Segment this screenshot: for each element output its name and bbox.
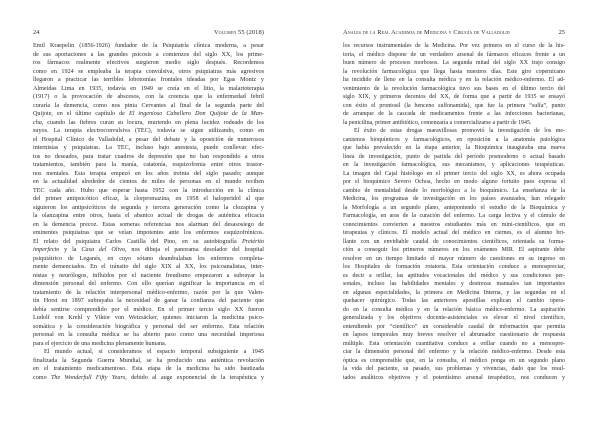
text-segment: , nos dibuja el panorama desolador del hospital [124, 247, 264, 253]
text-line: mente demenciados. En el tránsito del siglo XIX al XX, los psicoanalistas, inter- [33, 264, 264, 270]
text-line: en el tratamiento medicamentoso. Esta etapa de la medicina ha sido bautizada [33, 366, 264, 372]
text-line: de sus aportaciones a las grandes psicosis a comienzos del siglo XX, los prime- [33, 51, 264, 58]
text-line: suyos. La terapia electroconvulsiva (TEC), todavía se sigue utilizando, como en [33, 128, 264, 134]
text-line: línea de investigación, punto de partida del período posmoderno o actual basado [343, 153, 565, 160]
text-line: dimensión personal del enfermo. Con ello querían significar la importancia en el [33, 281, 264, 287]
text-line: es decir a orillar, las aptitudes vocacionales del médico y sus condiciones per- [343, 272, 565, 279]
text-line [33, 238, 264, 247]
text-line: la vida del paciente, su pasado, sus problemas y vivencias, dado que los resul- [343, 366, 565, 372]
text-line: entendiendo por “científico” un considerable caudal de información que permita [343, 323, 565, 330]
text-line: Ludolf von Krehl y Viktor von Weizsäcker, quienes iniciaron la medicina psico- [33, 315, 264, 321]
text-line: en la demencia precoz. Estas someras referencias nos alarman del desasosiego de [33, 221, 264, 228]
text-line: El mundo actual, si consideramos el espacio temporal subsiguiente a 1945 [44, 349, 264, 355]
body-text [343, 42, 565, 382]
text-line: resolver en un tiempo limitado el mayor número de cuestiones en su ingreso en [343, 255, 565, 262]
text-line: la revolución farmacológica que llega hasta nuestros días. Este giro copernicano [343, 68, 565, 75]
text-line: ciar la dimensión personal del enfermo y la relación médico-enfermo. Desde esta [343, 349, 565, 355]
text-line: siguieron los antipsicóticos de segunda y tercera generación como la clozapina y [33, 204, 264, 211]
text-line: terapeutas y clínicos. El modelo actual del médico en ciernes, es el alumno bri- [343, 230, 565, 236]
text-line: por el bioquímico Severo Ochoa, hecho en modo alguno fortuito pues expresa el [343, 179, 565, 185]
text-line [33, 110, 264, 119]
text-line: buen número de procesos morbosos. La segunda mitad del siglo XX trajo consigo [343, 60, 565, 66]
italic-title: Pretérito [242, 238, 264, 245]
page-number: 25 [558, 29, 565, 36]
paragraph [33, 42, 264, 348]
text-line: La imagen del Cajal histólogo en el primer tercio del siglo XX, es ahora ocupada [343, 170, 565, 177]
text-line: Almeidas Lima en 1935, todavía en 1949 se creía en el litio, la malarioterapia [33, 85, 264, 92]
text-line: tos no deseados, para tratar cuadros de depresión que no han respondido a otros [33, 153, 264, 160]
text-line: generalizada y los objetivos docente-asistenciales es elevar el nivel científico, [343, 315, 565, 321]
text-line: en lapsos temporales muy breves resolver el abrumador cuestionario de respuesta [343, 332, 565, 338]
text-line: quehacer quirúrgico. Todas las anteriores apostillas explican el cambio opera- [343, 298, 565, 304]
running-head: Anales de la Real Academia de Medicina y Cirugía de Valladolid [343, 29, 510, 36]
paragraph [343, 127, 565, 382]
text-segment: El relato del psiquiatra Carlos Castilla del Pino, en su autobiografía [33, 238, 243, 245]
text-line: Emil Kraepelin (1856-1926) fundador de la Psiquiatría clínica moderna, a pesar [33, 43, 264, 49]
text-line: curaría la demencia, como nos pinta Cervantes al final de la segunda parte del [33, 102, 264, 109]
text-line: toria, el médico dispone de un verdadero arsenal de fármacos eficaces frente a un [343, 51, 565, 58]
text-line: con éxito el prontosil (la benceno sulfonamida), que fue la primera “sulfa”, punto [343, 102, 565, 109]
text-segment: Quijote, en el último capítulo de [33, 111, 129, 117]
text-line: canismos bioquímicos y farmacológicos, en oposición a la anatomía patológica [343, 136, 565, 143]
text-line: eminentes psiquiatras que se veían impotentes ante los enfermos esquizofrénicos. [33, 230, 264, 236]
text-line: cambio de mentalidad desde lo morfológico a lo bioquímico. La enseñanza de la [343, 187, 565, 194]
text-line: ción a conseguir los primeros números en los exámenes MIR. El aspirante debe [343, 247, 565, 253]
text-line: como en 1924 se empleaba la terapia convulsiva, otros psiquiatras más agresivos [33, 68, 264, 75]
italic-title: imperfecto [33, 247, 60, 253]
text-line: venimiento de la revolución farmacológica tuvo sus bases en el último tercio del [343, 85, 565, 92]
text-line: la olanzapina entre otros, hasta el abanico actual de drogas de auténtica eficacia [33, 213, 264, 219]
text-line: internistas y psiquiatras. La TEC, incluso bajo anestesia, puede conllevar efec- [33, 145, 264, 151]
text-line [33, 374, 264, 383]
text-line: somática y la consideración biográfica y personal del ser enfermo. Esta relación [33, 323, 264, 330]
body-text [33, 42, 264, 382]
text-line: do en la consulta médica y en la relación básica médico-enfermo. La aspiración [343, 306, 565, 313]
text-line [33, 119, 264, 128]
text-line: la Morfología a un segundo plano, anteponiendo el estudio de la Bioquímica y [343, 204, 565, 211]
text-segment: como [33, 374, 51, 381]
text-line: que había prevalecido en la etapa anterior, la Bioquímica inauguraba una nueva [343, 145, 565, 151]
text-line: los recursos instrumentales de la Medicina. Por vez primera en el curso de la his- [343, 43, 565, 49]
text-line: finalizada la Segunda Guerra Mundial, se ha producido una auténtica revolución [33, 357, 264, 364]
text-segment: , cuando las fiebres curan su locura, muriendo en plena lucidez rodeado de los [41, 119, 264, 126]
text-line: El éxito de estas drogas maravillosas promovió la investigación de los me- [354, 128, 565, 134]
text-line: ros fármacos realmente efectivos surgieron medio siglo después. Recordemos [33, 60, 264, 66]
text-line: Medicina, los programas de investigación en los países avanzados, han relegado [343, 196, 565, 202]
paragraph [343, 42, 565, 127]
text-line: psiquiátrico de Leganés, en cuyo sótano deambulaban los enfermos completa- [33, 255, 264, 262]
text-line: tados analíticos objetivos y el potentísimo arsenal terapéutico, nos conducen y [343, 374, 565, 381]
text-line: tratamientos, también para la manía, catatonía, esquizofrenia entre otros trastor- [33, 162, 264, 168]
text-line: en algunas especialidades, la primera en Medicina Interna, y las segundas en el [343, 289, 565, 296]
text-line: óptica es comprensible que, en la consulta, el médico ponga en un segundo plano [343, 357, 565, 364]
text-line: TEC cada año. Hubo que esperar hasta 1952 con la introducción en la clínica [33, 187, 264, 194]
text-segment: y la [59, 247, 82, 253]
text-line: llante con un envidiable caudal de conocimientos científicos, orientada su forma- [343, 238, 565, 245]
text-line [33, 246, 264, 255]
text-line: debía sentirse comprendido por el médico. En el primer tercio siglo XX fueron [33, 306, 264, 313]
text-line: la penicilina, primer antibiótico, comenzaría a comercializarse a partir de 1945. [343, 119, 532, 126]
text-line: tín Horst en 1897 subrayaba la necesidad de ganar la confianza del paciente que [33, 298, 264, 304]
italic-title: The Wonderfull Fifty Years [50, 374, 126, 381]
text-line: conocimientos convierten a nuestros estudiantes más en mini-científicos, que en [343, 221, 565, 228]
text-line: nos mentales. Esta terapia empezó en los años treinta del siglo pasado; aunque [33, 170, 264, 177]
text-line: del primer antipsicótico eficaz, la clorpromazina, en 1958 el haloperidol al que [33, 196, 264, 202]
text-line: múltiple. Esta orientación cuantitativa conduce a orillar cuando no a menospre- [343, 340, 565, 347]
text-line: de arranque de la cascada de medicamentos frente a las infecciones bacterianas, [343, 111, 565, 117]
right-page [300, 0, 600, 423]
text-line: tratamiento de la relación interpersonal médico-enfermo, razón por la que Valen- [33, 289, 264, 296]
text-line: el Hospital Clínico de Valladolid, a pesar del debate y la oposición de numerosos [33, 136, 264, 143]
text-line: llegaron a practicar las terribles lobotomías frontales ideadas por Egas Moniz y [33, 77, 264, 83]
italic-title: Casa del Olivo [81, 247, 125, 253]
italic-title: El ingenioso Caballero Don Quijote de la Man- [128, 111, 264, 117]
text-segment: , debido al auge exponencial de la terapéutica y [125, 374, 264, 381]
text-line: siglo XIX, y primeros decenios del XX, de forma que a partir de 1935 se ensayó [343, 94, 565, 100]
text-line: Farmacología, en aras de la curación del enfermo. La carga lectiva y el cúmulo de [343, 213, 565, 219]
text-line: personal en la consulta médica se ha abierto paso como una necesidad imperiosa [33, 332, 264, 338]
page-number: 24 [33, 29, 40, 36]
text-line: ha incidido de lleno en la consulta médica y en la relación médico-enfermo. El ad- [343, 77, 565, 83]
text-line: nistas y neurólogos, influidos por el naciente freudismo empezaron a subrayar la [33, 272, 264, 279]
paragraph [33, 348, 264, 382]
text-line: (1917) o la provocación de abscesos, con la creencia que la enfermedad febril [33, 94, 264, 100]
running-head: Volumen 55 (2018) [213, 29, 264, 36]
italic-title: cha [33, 119, 42, 126]
text-line: para el ejercicio de una medicina plenamente humana. [33, 340, 167, 347]
text-line: sonales, incluso las habilidades mentales y destrezas manuales tan importantes [343, 281, 565, 287]
text-line: en la actualidad alrededor de cientos de miles de personas en el mundo reciben [33, 179, 264, 185]
text-line: los Hospitales de formación rotatoria. Esta orientación conduce a menospreciar, [343, 264, 565, 270]
text-line: en la investigación farmacológica, sus mecanismos, y aplicaciones terapéuticas. [343, 162, 565, 168]
